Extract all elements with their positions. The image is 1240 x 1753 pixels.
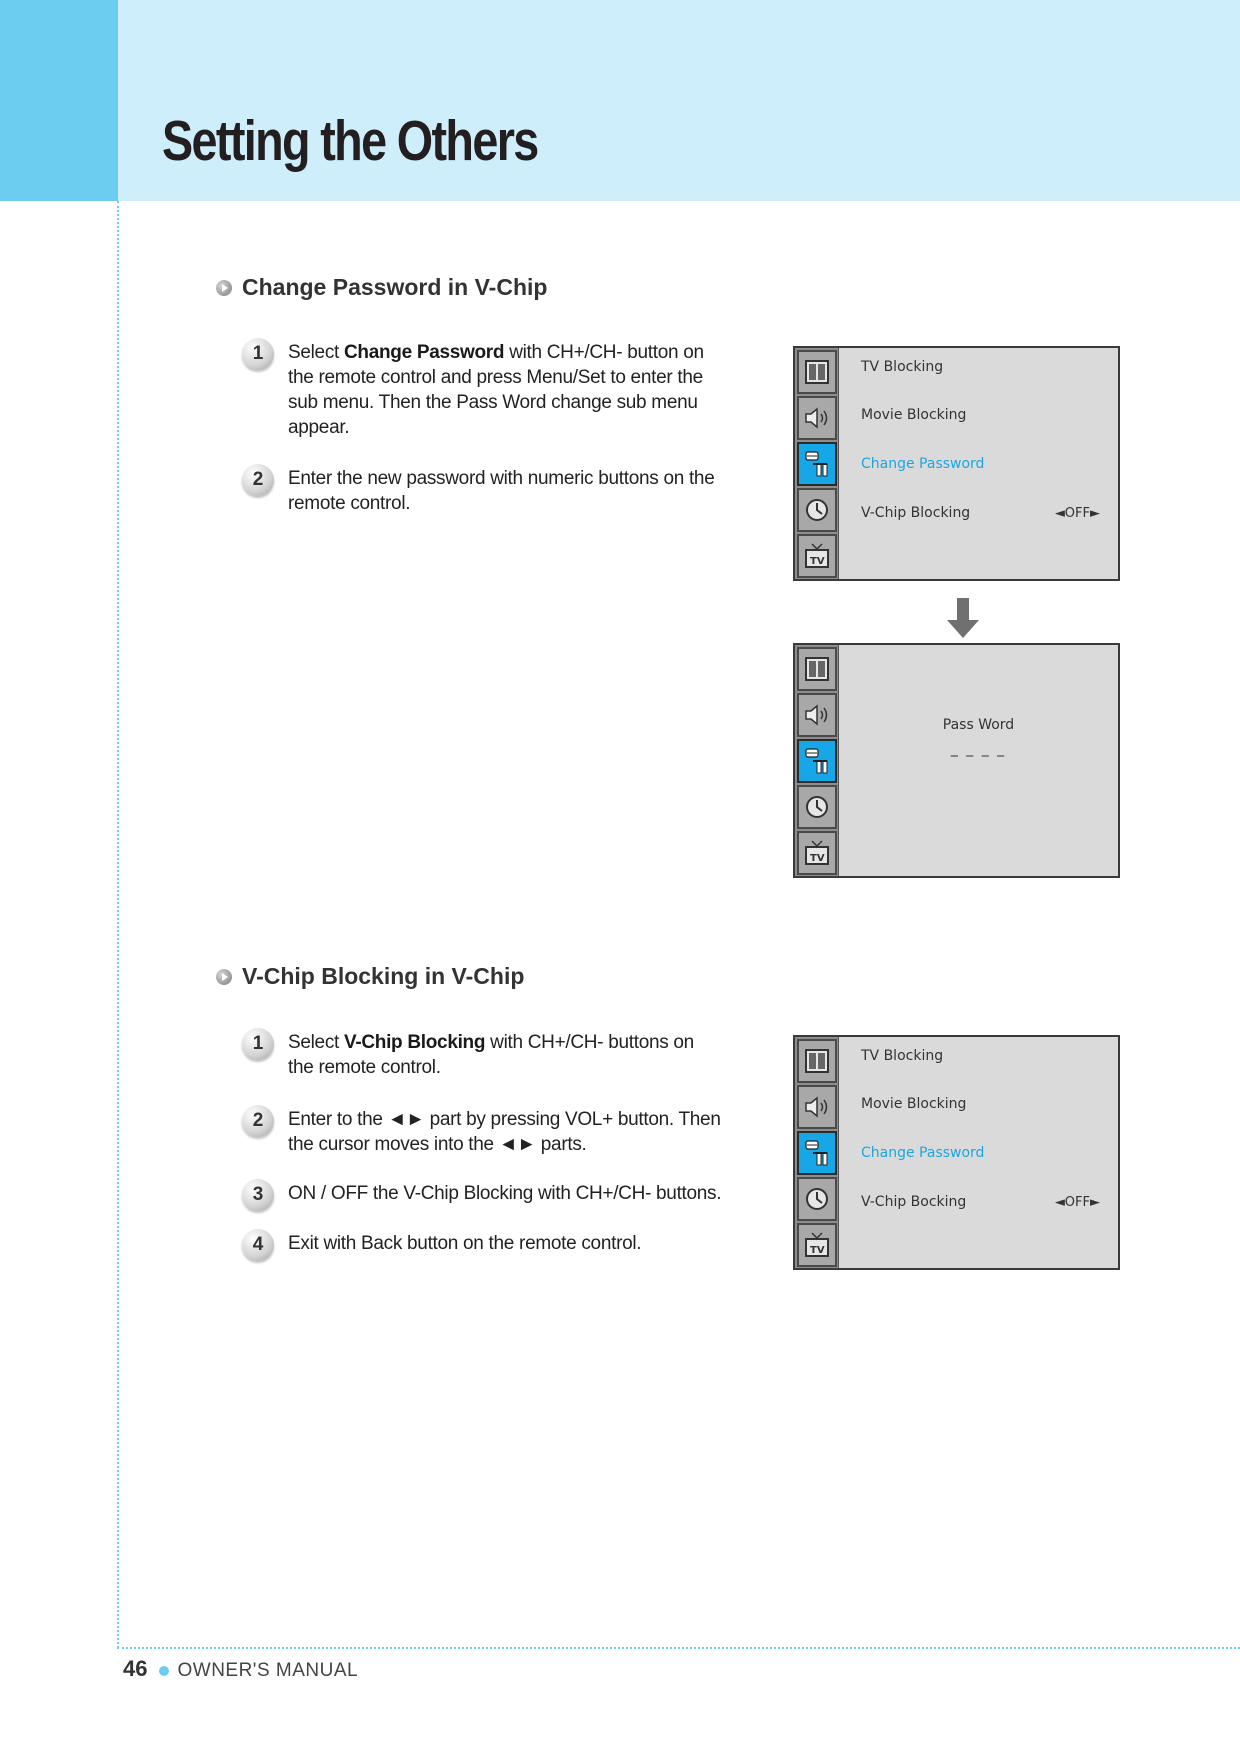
section-title-text: Change Password in V-Chip [242,274,548,300]
password-label: Pass Word [942,717,1015,733]
step-number-badge: 2 [242,464,274,496]
section-bullet-icon [216,969,232,985]
osd-menu-vchip [793,346,1120,581]
step-text: Select V-Chip Blocking with CH+/CH- buttons on the remote control. [288,1032,694,1078]
timer-icon [797,785,837,829]
down-arrow-icon [947,598,979,638]
osd-icon-bar [795,645,839,876]
osd-item-movie-blocking[interactable]: Movie Blocking [861,407,967,423]
function-icon [797,1131,837,1175]
tv-icon [797,1223,837,1267]
step-number-badge: 4 [242,1229,274,1261]
footer-dot-icon [159,1666,169,1676]
svg-text:TV: TV [810,556,825,567]
page-title: Setting the Others [162,109,538,173]
step-item [242,1231,722,1261]
osd-item-change-password[interactable]: Change Password [861,456,985,472]
osd-menu-vchip-blocking [793,1035,1120,1270]
osd-item-vchip-blocking[interactable]: V-Chip Blocking [861,505,971,521]
step-item [242,1107,722,1157]
step-item [242,1030,722,1080]
header-accent-block [0,0,118,201]
step-item [242,1181,722,1211]
step-text: Enter the new password with numeric buttons on the remote control. [288,468,715,514]
picture-icon [797,1039,837,1083]
step-text: Enter to the ◄► part by pressing VOL+ button. Then the cursor moves into the ◄► parts. [288,1109,721,1155]
osd-item-vchip-blocking[interactable]: V-Chip Bocking [861,1194,967,1210]
tv-icon [797,534,837,578]
osd-item-tv-blocking[interactable]: TV Blocking [861,1048,944,1064]
section-title-change-password [216,274,547,301]
footer-dotted-line [117,1647,1240,1649]
function-icon [797,739,837,783]
svg-text:TV: TV [810,1245,825,1256]
step-number-badge: 1 [242,1028,274,1060]
picture-icon [797,647,837,691]
section-title-text: V-Chip Blocking in V-Chip [242,963,525,989]
step-text: ON / OFF the V-Chip Blocking with CH+/CH- buttons. [288,1183,722,1204]
osd-item-tv-blocking[interactable]: TV Blocking [861,359,944,375]
step-number-badge: 1 [242,338,274,370]
step-text: Exit with Back button on the remote control. [288,1233,642,1254]
section-title-vchip-blocking [216,963,524,990]
page-footer [123,1656,358,1682]
margin-dotted-line [117,201,119,1648]
timer-icon [797,1177,837,1221]
section-bullet-icon [216,280,232,296]
sound-icon [797,693,837,737]
password-input[interactable]: _ _ _ _ [950,741,1007,757]
osd-icon-bar [795,1037,839,1268]
osd-password-screen [793,643,1120,878]
function-icon [797,442,837,486]
svg-text:TV: TV [810,853,825,864]
tv-icon [797,831,837,875]
osd-icon-bar [795,348,839,579]
step-number-badge: 2 [242,1105,274,1137]
osd-value-toggle[interactable]: ◄OFF► [1054,506,1100,521]
osd-item-movie-blocking[interactable]: Movie Blocking [861,1096,967,1112]
timer-icon [797,488,837,532]
step-number-badge: 3 [242,1179,274,1211]
step-item [242,466,722,516]
page-number: 46 [123,1656,148,1681]
picture-icon [797,350,837,394]
footer-label: OWNER'S MANUAL [177,1660,359,1681]
step-text: Select Change Password with CH+/CH- button on the remote control and press Menu/Set to enter the sub menu. Then the Pass Word change sub menu appear. [288,342,704,438]
osd-value-toggle[interactable]: ◄OFF► [1054,1195,1100,1210]
step-item [242,340,722,440]
osd-item-change-password[interactable]: Change Password [861,1145,985,1161]
sound-icon [797,1085,837,1129]
sound-icon [797,396,837,440]
